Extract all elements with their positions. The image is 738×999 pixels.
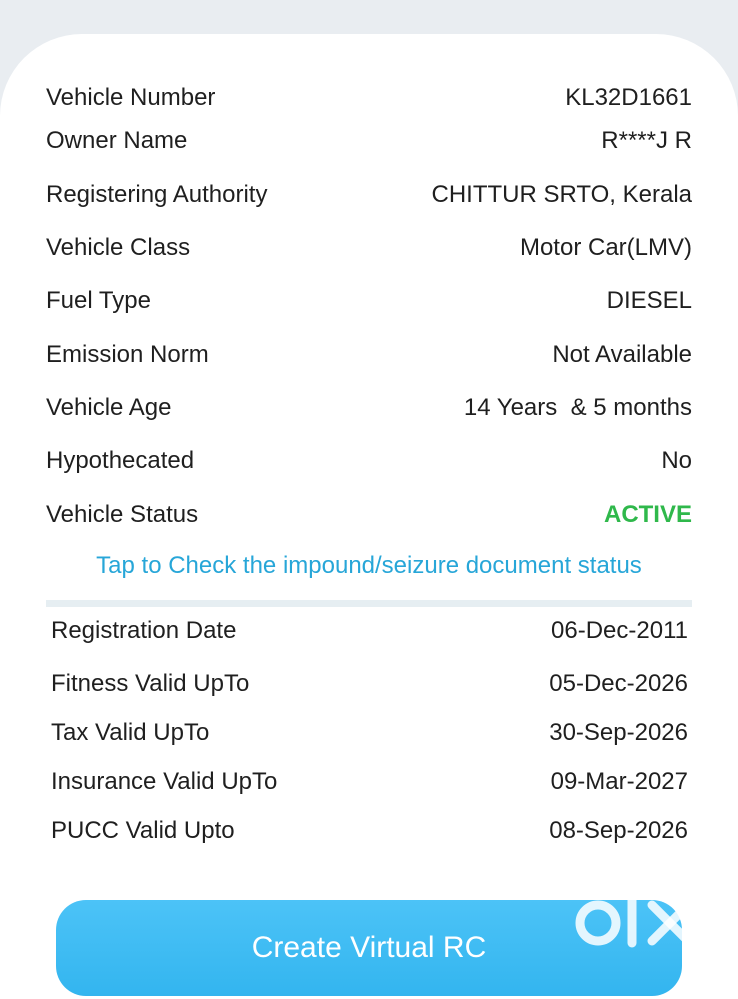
detail-value: Not Available — [552, 341, 692, 368]
validity-value: 30-Sep-2026 — [549, 719, 688, 746]
status-badge: ACTIVE — [603, 501, 692, 528]
create-virtual-rc-label: Create Virtual RC — [251, 931, 487, 964]
validity-label: Insurance Valid UpTo — [51, 768, 278, 795]
validity-row-fitness — [51, 664, 688, 704]
detail-row-emission-norm — [46, 335, 692, 375]
validity-value: 08-Sep-2026 — [549, 817, 688, 844]
validity-value: 05-Dec-2026 — [549, 670, 688, 697]
validity-row-tax — [51, 713, 688, 753]
detail-value: CHITTUR SRTO, Kerala — [431, 181, 692, 208]
create-virtual-rc-button[interactable] — [56, 900, 682, 996]
detail-value: No — [661, 447, 692, 474]
section-divider — [46, 600, 692, 607]
validity-label: PUCC Valid Upto — [51, 817, 235, 844]
impound-status-link[interactable]: Tap to Check the impound/seizure document status — [96, 552, 642, 579]
validity-row-insurance — [51, 762, 688, 802]
validity-row-pucc — [51, 811, 688, 851]
detail-value: 14 Years & 5 months — [463, 394, 692, 421]
detail-label: Emission Norm — [46, 341, 209, 368]
detail-label: Fuel Type — [46, 287, 151, 314]
detail-row-vehicle-number — [46, 78, 692, 118]
detail-row-vehicle-age — [46, 388, 692, 428]
detail-row-fuel-type — [46, 281, 692, 321]
validity-label: Tax Valid UpTo — [51, 719, 210, 746]
detail-value: DIESEL — [606, 287, 692, 314]
validity-row-registration-date — [51, 611, 688, 651]
detail-row-vehicle-class — [46, 228, 692, 268]
detail-label: Registering Authority — [46, 181, 268, 208]
detail-value: KL32D1661 — [565, 84, 692, 111]
detail-label: Owner Name — [46, 127, 188, 154]
detail-value: Motor Car(LMV) — [519, 234, 692, 261]
validity-label: Fitness Valid UpTo — [51, 670, 250, 697]
detail-label: Vehicle Status — [46, 501, 199, 528]
detail-row-hypothecated — [46, 441, 692, 481]
detail-row-registering-authority — [46, 175, 692, 215]
validity-value: 06-Dec-2011 — [551, 617, 688, 644]
detail-label: Vehicle Class — [46, 234, 191, 261]
validity-value: 09-Mar-2027 — [550, 768, 688, 795]
validity-label: Registration Date — [51, 617, 237, 644]
detail-row-vehicle-status — [46, 495, 692, 535]
detail-label: Vehicle Number — [46, 84, 216, 111]
detail-value: R****J R — [601, 127, 692, 154]
detail-row-owner-name — [46, 121, 692, 161]
detail-label: Vehicle Age — [46, 394, 172, 421]
detail-label: Hypothecated — [46, 447, 195, 474]
